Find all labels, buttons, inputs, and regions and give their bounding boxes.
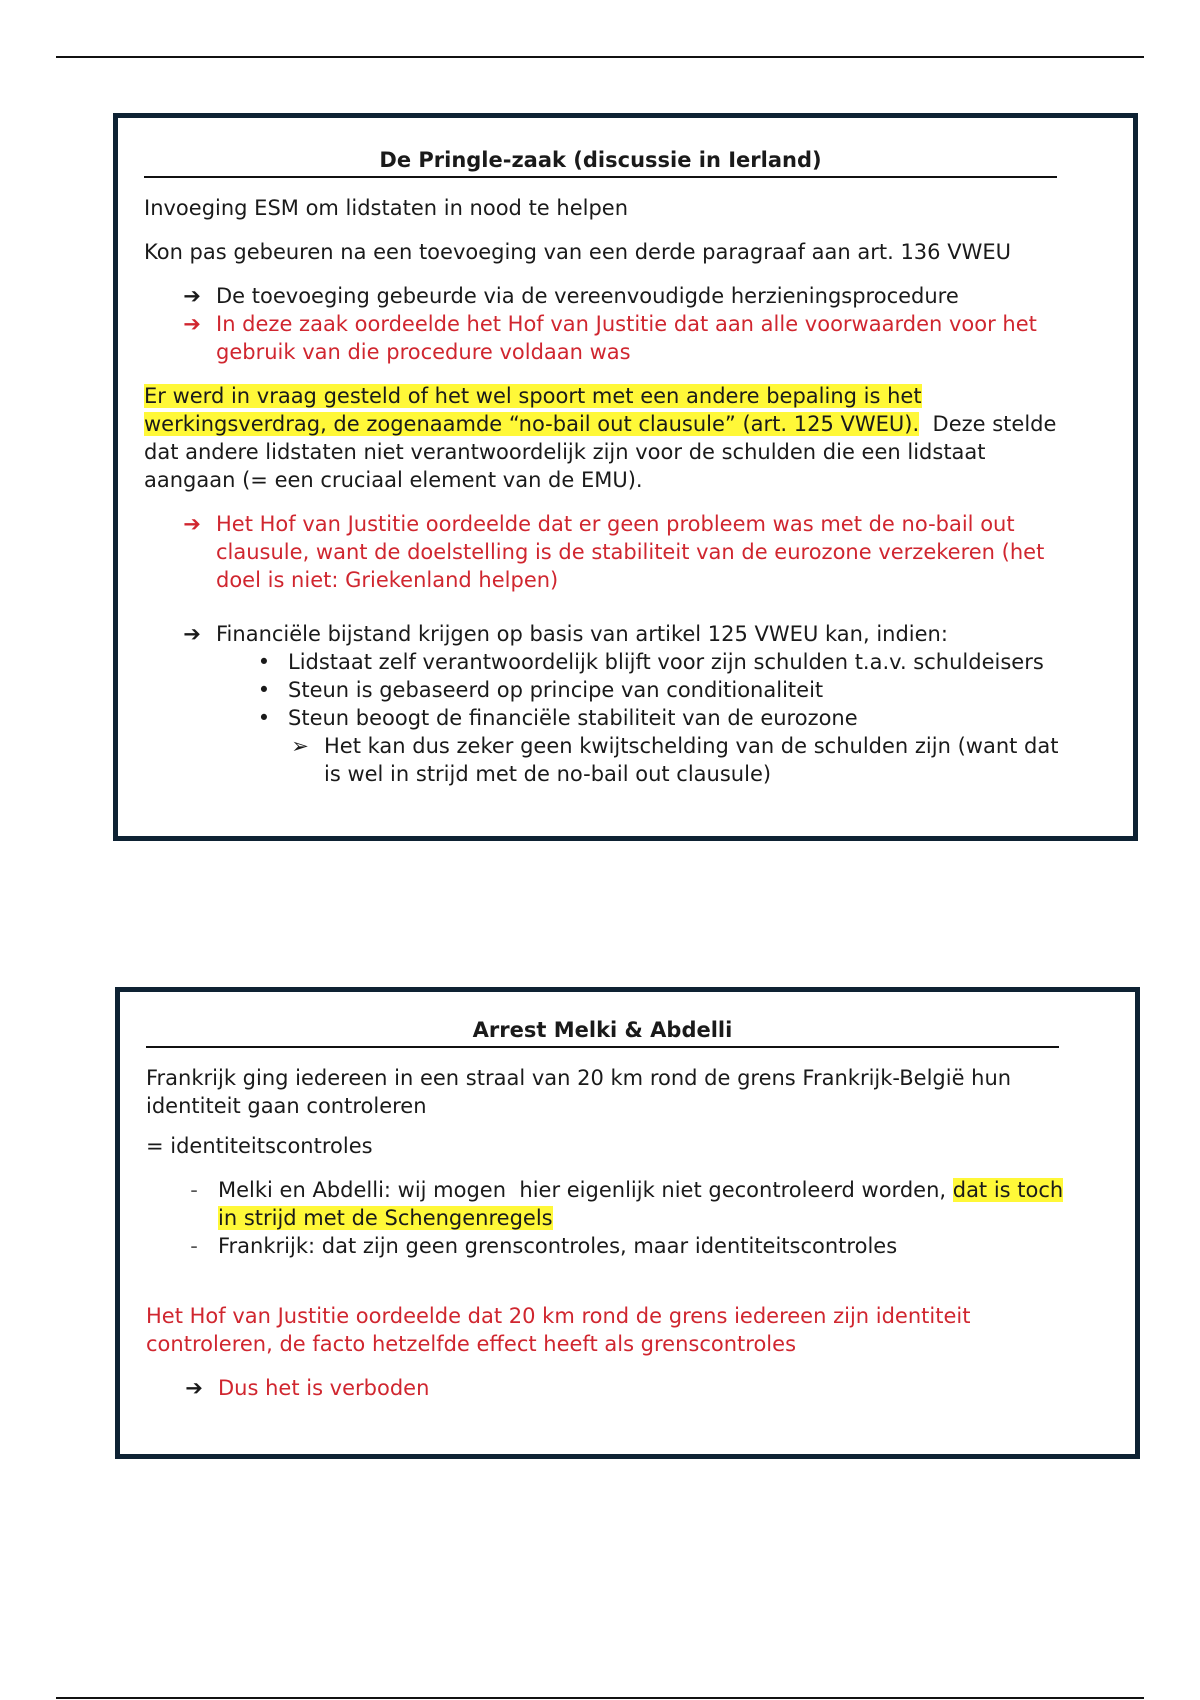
pringle-p2: Kon pas gebeuren na een toevoeging van een derde paragraaf aan art. 136 VWEU <box>144 240 1011 264</box>
arrow-icon: ➔ <box>183 622 201 646</box>
pringle-arrow-2-text: In deze zaak oordeelde het Hof van Justitie dat aan alle voorwaarden voor het gebruik van die procedure voldaan was <box>216 312 1037 364</box>
melki-p3: Het Hof van Justitie oordeelde dat 20 km rond de grens iedereen zijn identiteit controleren, de facto hetzelfde effect heeft als grenscontroles <box>146 1304 971 1356</box>
dash-icon: - <box>190 1234 198 1258</box>
bullet-icon: • <box>257 678 271 702</box>
pringle-sub-1 <box>144 732 1057 788</box>
pringle-arrow-4 <box>144 620 1057 648</box>
pringle-title: De Pringle-zaak (discussie in Ierland) <box>144 146 1057 178</box>
header-rule <box>56 56 1144 58</box>
bullet-icon: • <box>257 650 271 674</box>
pringle-sub-1-text: Het kan dus zeker geen kwijtschelding van de schulden zijn (want dat is wel in strijd met de no-bail out clausule) <box>324 734 1059 786</box>
melki-dash-1-plain: Melki en Abdelli: wij mogen hier eigenlijk niet gecontroleerd worden, <box>218 1178 953 1202</box>
pringle-bullet-3-text: Steun beoogt de financiële stabiliteit van de eurozone <box>288 706 858 730</box>
arrow-icon: ➔ <box>185 1376 203 1400</box>
bullet-icon: • <box>257 706 271 730</box>
pringle-bullet-1 <box>144 648 1057 676</box>
pringle-arrow-2 <box>144 310 1057 366</box>
melki-title: Arrest Melki & Abdelli <box>146 1016 1059 1048</box>
melki-dash-1-highlight: dat is toch in strijd met de Schengenregels <box>218 1178 1064 1230</box>
pringle-bullet-2-text: Steun is gebaseerd op principe van conditionaliteit <box>288 678 824 702</box>
pringle-p3-rest: Deze stelde dat andere lidstaten niet verantwoordelijk zijn voor de schulden die een lidstaat aangaan (= een cruciaal element van de EMU). <box>144 412 1064 492</box>
arrow-icon: ➔ <box>183 512 201 536</box>
pringle-bullet-2 <box>144 676 1057 704</box>
pringle-arrow-1 <box>144 282 1057 310</box>
melki-dash-1-text <box>146 1176 1069 1232</box>
footer-rule <box>56 1697 1144 1699</box>
pringle-arrow-1-text: De toevoeging gebeurde via de vereenvoudigde herzieningsprocedure <box>216 284 959 308</box>
pringle-content <box>144 118 1064 788</box>
pringle-p3-highlight: Er werd in vraag gesteld of het wel spoort met een andere bepaling is het werkingsverdrag, de zogenaamde “no-bail out clausule” (art. 125 VWEU). <box>144 384 922 436</box>
melki-p2: = identiteitscontroles <box>146 1134 373 1158</box>
pringle-arrow-3 <box>144 510 1057 594</box>
melki-arrow-1 <box>146 1374 1059 1402</box>
sub-arrow-icon: ➢ <box>291 734 309 758</box>
arrow-icon: ➔ <box>183 312 201 336</box>
pringle-bullet-1-text: Lidstaat zelf verantwoordelijk blijft voor zijn schulden t.a.v. schuldeisers <box>288 650 1044 674</box>
pringle-box <box>113 113 1138 841</box>
arrow-icon: ➔ <box>183 284 201 308</box>
melki-dash-2-text: Frankrijk: dat zijn geen grenscontroles, maar identiteitscontroles <box>218 1234 898 1258</box>
pringle-arrow-3-text: Het Hof van Justitie oordeelde dat er geen probleem was met de no-bail out clausule, want de doelstelling is de stabiliteit van de eurozone verzekeren (het doel is niet: Griekenland helpen) <box>216 512 1045 592</box>
melki-box <box>115 987 1140 1459</box>
melki-p1: Frankrijk ging iedereen in een straal van 20 km rond de grens Frankrijk-België hun identiteit gaan controleren <box>146 1066 1012 1118</box>
pringle-p3 <box>144 382 1064 494</box>
dash-icon: - <box>190 1178 198 1202</box>
pringle-arrow-4-text: Financiële bijstand krijgen op basis van artikel 125 VWEU kan, indien: <box>216 622 948 646</box>
melki-dash-2 <box>146 1232 1059 1260</box>
melki-content <box>146 992 1064 1402</box>
melki-arrow-1-text: Dus het is verboden <box>218 1376 430 1400</box>
melki-dash-1 <box>146 1176 1064 1232</box>
pringle-p1: Invoeging ESM om lidstaten in nood te helpen <box>144 196 629 220</box>
pringle-bullet-3 <box>144 704 1057 732</box>
